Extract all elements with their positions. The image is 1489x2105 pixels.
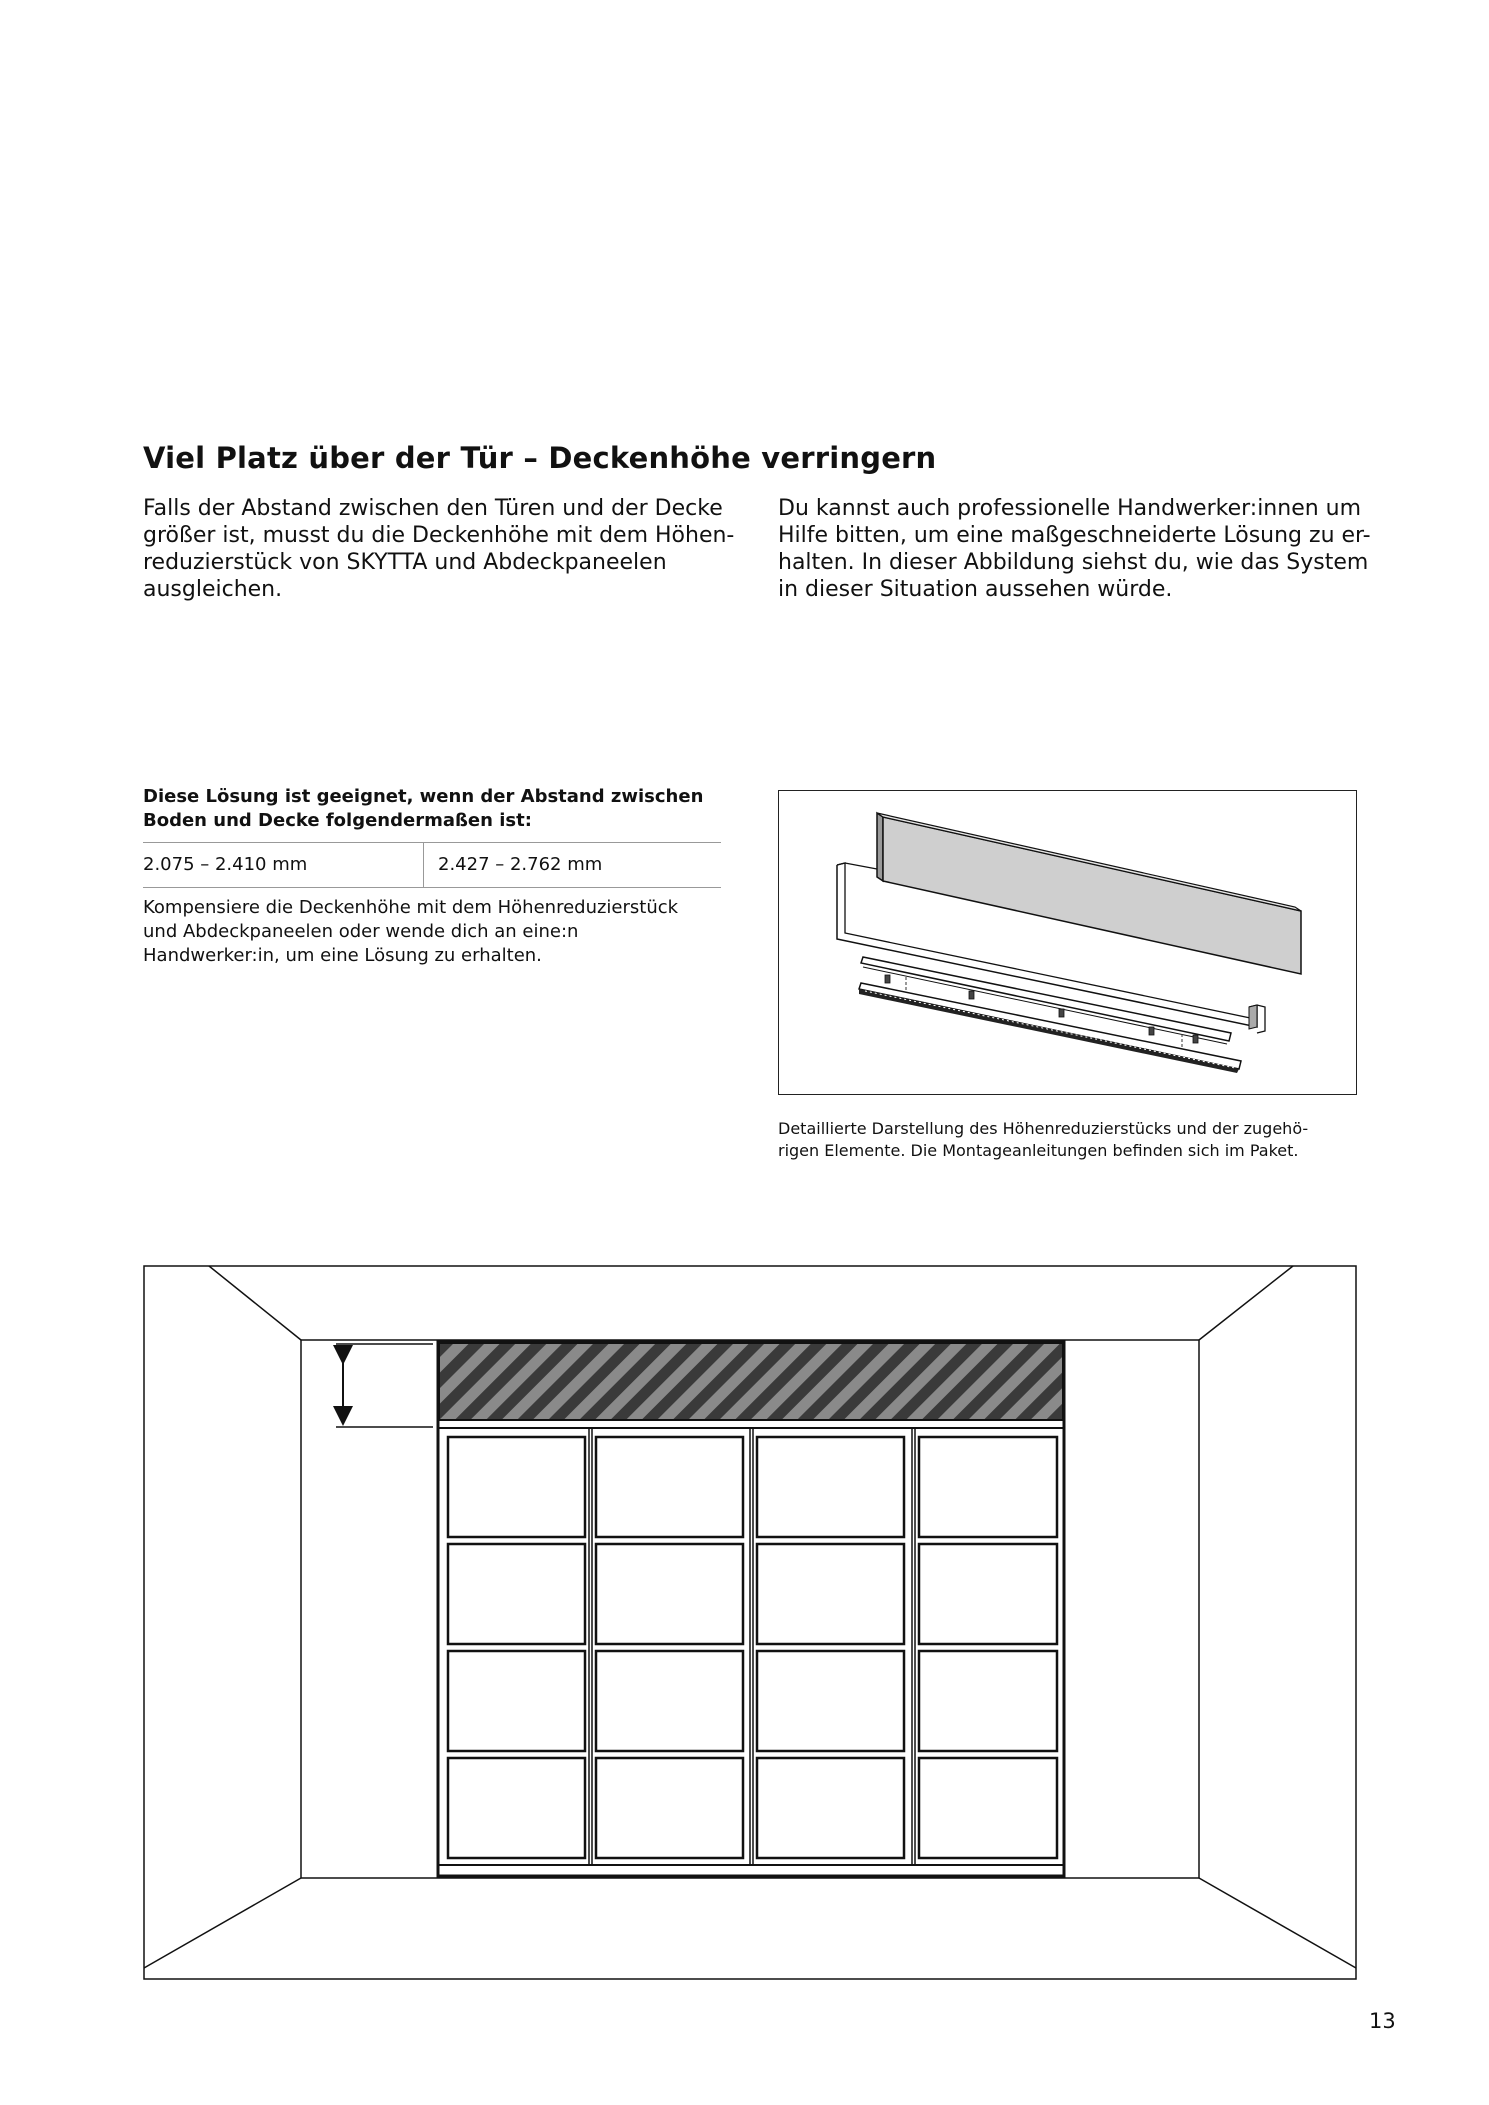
table-note: [143, 896, 723, 968]
intro-right-line: Du kannst auch professionelle Handwerker:innen um: [778, 496, 1362, 521]
page-title: Viel Platz über der Tür – Deckenhöhe verringern: [143, 441, 937, 475]
room-drawing: [143, 1265, 1357, 1980]
intro-right-paragraph: [778, 495, 1371, 603]
frame-side: [1249, 1005, 1257, 1029]
intro-left-line: größer ist, musst du die Deckenhöhe mit dem Höhen-: [143, 523, 735, 548]
table-note-line: Handwerker:in, um eine Lösung zu erhalten.: [143, 945, 542, 966]
intro-right-line: halten. In dieser Abbildung siehst du, wie das System: [778, 550, 1369, 575]
room-illustration: [143, 1265, 1357, 1980]
page-number: 13: [1369, 2009, 1396, 2033]
intro-left-line: Falls der Abstand zwischen den Türen und der Decke: [143, 496, 723, 521]
table-heading: [143, 785, 723, 833]
intro-left-paragraph: [143, 495, 733, 603]
intro-right-line: in dieser Situation aussehen würde.: [778, 577, 1173, 602]
intro-left-line: reduzierstück von SKYTTA und Abdeckpaneelen: [143, 550, 667, 575]
height-reducer-panel: [439, 1343, 1063, 1420]
table-heading-line: Boden und Decke folgendermaßen ist:: [143, 810, 532, 831]
height-reducer-drawing: [779, 791, 1355, 1093]
panel-edge: [877, 813, 883, 881]
table-cell-range-2: 2.427 – 2.762 mm: [438, 854, 603, 875]
table-cell-range-1: 2.075 – 2.410 mm: [143, 843, 424, 887]
intro-left-line: ausgleichen.: [143, 577, 283, 602]
figure-caption: [778, 1118, 1378, 1162]
caption-line: rigen Elemente. Die Montageanleitungen befinden sich im Paket.: [778, 1141, 1299, 1160]
caption-line: Detaillierte Darstellung des Höhenreduzierstücks und der zugehö-: [778, 1119, 1309, 1138]
wardrobe-frame: [438, 1342, 1064, 1876]
table-note-line: und Abdeckpaneelen oder wende dich an eine:n: [143, 921, 579, 942]
frame-top: [837, 863, 877, 869]
table-heading-line: Diese Lösung ist geeignet, wenn der Abstand zwischen: [143, 786, 704, 807]
table-row: [143, 842, 721, 888]
height-reducer-illustration: [778, 790, 1357, 1095]
intro-right-line: Hilfe bitten, um eine maßgeschneiderte Lösung zu er-: [778, 523, 1371, 548]
table-note-line: Kompensiere die Deckenhöhe mit dem Höhenreduzierstück: [143, 897, 679, 918]
